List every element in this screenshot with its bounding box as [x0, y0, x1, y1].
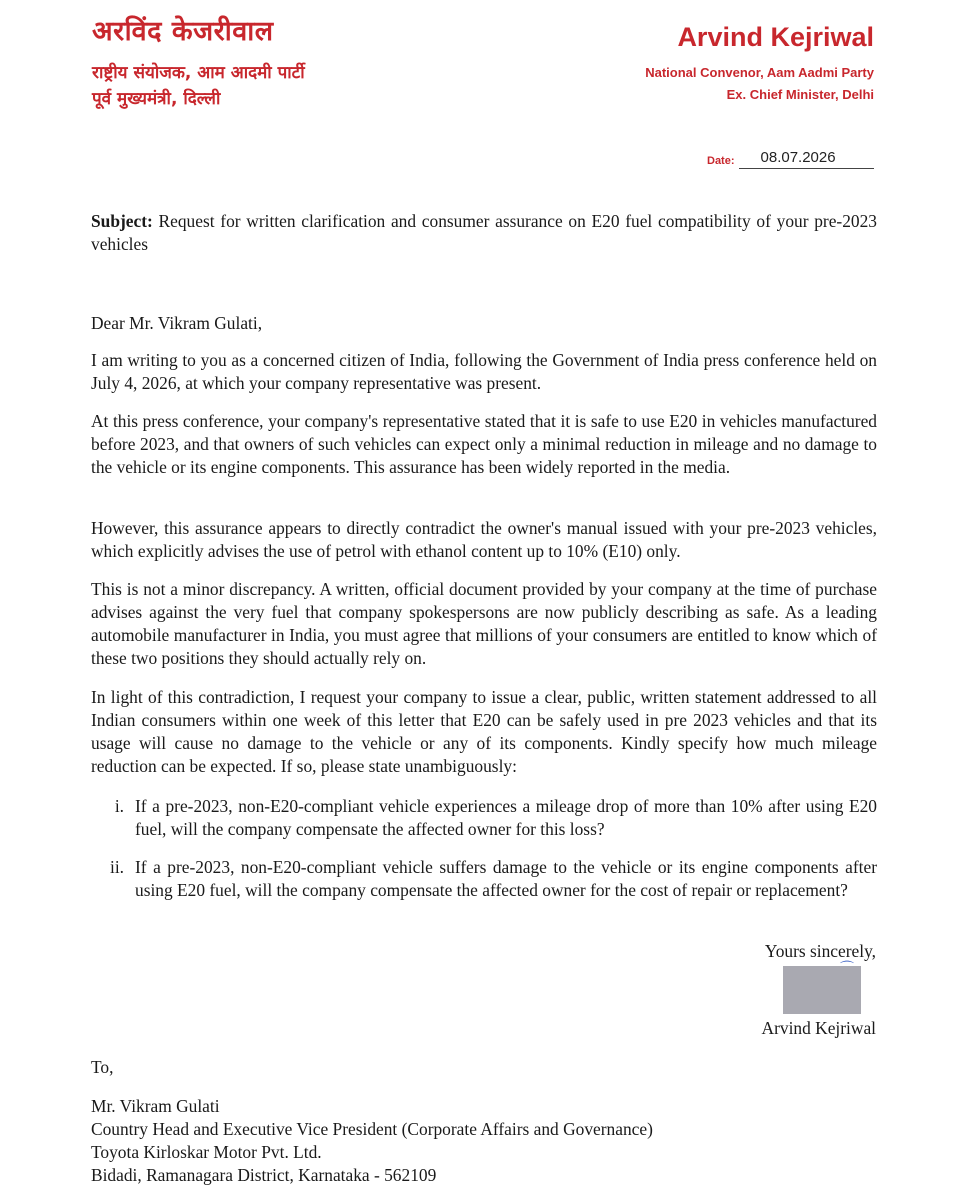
recipient-name: Mr. Vikram Gulati [91, 1096, 220, 1116]
recipient-address [91, 1095, 653, 1187]
recipient-location: Bidadi, Ramanagara District, Karnataka - 562109 [91, 1165, 437, 1185]
english-name: Arvind Kejriwal [677, 22, 874, 52]
closing: Yours sincerely, [764, 941, 876, 961]
list-item-text: If a pre-2023, non-E20-compliant vehicle experiences a mileage drop of more than 10% after using E20 fuel, will the company compensate the affected owner for this loss? [135, 796, 877, 839]
subject-label: Subject: [91, 211, 153, 231]
recipient-company: Toyota Kirloskar Motor Pvt. Ltd. [91, 1142, 322, 1162]
hindi-former-post: पूर्व मुख्यमंत्री, दिल्ली [92, 89, 221, 109]
list-item-number: ii. [109, 857, 124, 877]
paragraph [91, 410, 877, 479]
signature-ink-mark: ⌒ [840, 961, 854, 977]
paragraph [91, 578, 877, 670]
recipient-title: Country Head and Executive Vice President (Corporate Affairs and Governance) [91, 1119, 653, 1139]
hindi-designation: राष्ट्रीय संयोजक, आम आदमी पार्टी [92, 63, 305, 83]
signer-name: Arvind Kejriwal [761, 1018, 876, 1038]
paragraph-text: This is not a minor discrepancy. A written, official document provided by your company at the time of purchase advises against the very fuel that company spokespersons are now publicly describing as safe. As a leading automobile manufacturer in India, you must agree that millions of your consumers are entitled to know which of these two positions they should actually rely on. [91, 579, 877, 668]
english-former-post: Ex. Chief Minister, Delhi [726, 87, 874, 102]
paragraph-text: I am writing to you as a concerned citizen of India, following the Government of India press conference held on July 4, 2026, at which your company representative was present. [91, 350, 877, 393]
list-item [91, 856, 877, 902]
paragraph [91, 517, 877, 563]
list-item-text: If a pre-2023, non-E20-compliant vehicle suffers damage to the vehicle or its engine components after using E20 fuel, will the company compensate the affected owner for the cost of repair or replacement? [135, 857, 877, 900]
letterhead-english [645, 20, 874, 106]
list-item-number: i. [114, 796, 124, 816]
paragraph [91, 686, 877, 778]
date-value: 08.07.2026 [739, 148, 874, 169]
list-item [91, 795, 877, 841]
english-designation: National Convenor, Aam Aadmi Party [645, 65, 874, 80]
hindi-name: अरविंद केजरीवाल [92, 16, 274, 47]
salutation-text: Dear Mr. Vikram Gulati, [91, 313, 263, 333]
subject-text: Request for written clarification and consumer assurance on E20 fuel compatibility of your pre-2023 vehicles [91, 211, 877, 254]
date-row [707, 148, 874, 169]
letterhead-hindi [92, 14, 305, 112]
paragraph-text: However, this assurance appears to directly contradict the owner's manual issued with your pre-2023 vehicles, which explicitly advises the use of petrol with ethanol content up to 10% (E10) only. [91, 518, 877, 561]
subject-line [91, 210, 877, 256]
paragraph [91, 349, 877, 395]
paragraph-text: At this press conference, your company's representative stated that it is safe to use E20 in vehicles manufactured before 2023, and that owners of such vehicles can expect only a minimal reduction in mileage and no damage to the vehicle or its engine components. This assurance has been widely reported in the media. [91, 411, 877, 477]
to-label: To, [91, 1057, 114, 1077]
date-label: Date: [707, 155, 735, 167]
paragraph-text: In light of this contradiction, I request your company to issue a clear, public, written statement addressed to all Indian consumers within one week of this letter that E20 can be safely used in pre 2023 vehicles and that its usage will cause no damage to the vehicle or any of its components. Kindly specify how much mileage reduction can be expected. If so, please state unambiguously: [91, 687, 877, 776]
salutation [91, 312, 877, 335]
